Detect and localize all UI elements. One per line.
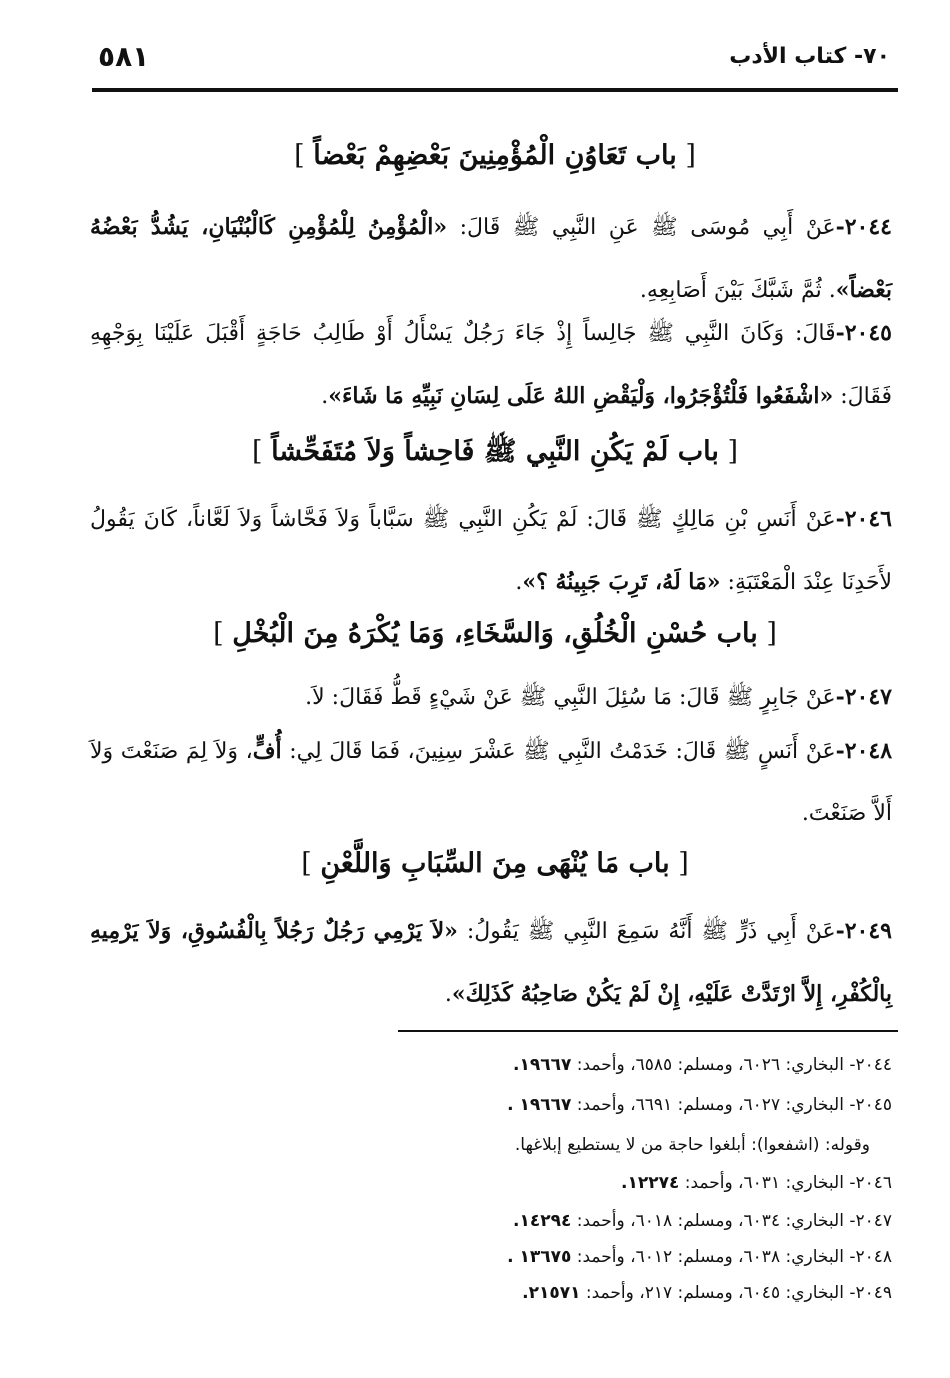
footnote-value: ١٤٢٩٤. — [512, 1211, 572, 1231]
section-heading-3: [ باب حُسْنِ الْخُلُقِ، وَالسَّخَاءِ، وَمَا يُكْرَهُ مِنَ الْبُخْلِ ] — [213, 618, 777, 649]
hadith-quote: «مَا لَهُ، تَرِبَ جَبِينُهُ ؟» — [522, 569, 721, 595]
footnote-text: البخاري: ٦٠٤٥، ومسلم: ٢١٧، وأحمد: — [585, 1283, 844, 1303]
page-number: ٥٨١ — [98, 40, 150, 73]
footnote-number: ٢٠٤٦- — [849, 1173, 892, 1193]
footnote-2045 — [300, 1094, 892, 1116]
hadith-number: ٢٠٤٥- — [835, 320, 892, 346]
footnote-2044 — [300, 1054, 892, 1076]
section-heading-text: باب تَعَاوُنِ الْمُؤْمِنِينَ بَعْضِهِمْ بَعْضاً — [313, 140, 677, 171]
hadith-text-end: . ثُمَّ شَبَّكَ بَيْنَ أَصَابِعِهِ. — [639, 278, 836, 303]
hadith-quote: أُفٍّ — [252, 738, 282, 764]
footnote-2049 — [300, 1282, 892, 1304]
page-header — [90, 36, 900, 86]
hadith-number: ٢٠٤٧- — [835, 684, 892, 710]
hadith-text: عَنْ أَبِي مُوسَى ﷺ عَنِ النَّبِي ﷺ قَالَ: — [447, 215, 836, 240]
hadith-number: ٢٠٤٦- — [835, 506, 892, 532]
hadith-quote: «الْمُؤْمِنُ لِلْمُؤْمِنِ كَالْبُنْيَانِ، يَشُدُّ بَعْضُهُ بَعْضاً» — [90, 214, 892, 303]
hadith-text: عَنْ أَنَسٍ ﷺ قَالَ: خَدَمْتُ النَّبِي ﷺ عَشْرَ سِنِينَ، فَمَا قَالَ لِي: — [281, 739, 836, 764]
hadith-text-end: . — [515, 570, 523, 595]
hadith-text-end: . — [321, 384, 329, 409]
chapter-title: ٧٠- كتاب الأدب — [729, 44, 890, 69]
hadith-text-end: . — [444, 982, 452, 1007]
section-heading-4: [ باب مَا يُنْهَى مِنَ السِّبَابِ وَاللَّعْنِ ] — [301, 848, 689, 879]
hadith-2046 — [90, 488, 892, 614]
footnote-note — [300, 1134, 870, 1156]
hadith-number: ٢٠٤٨- — [835, 738, 893, 764]
footnote-number: ٢٠٤٥- — [849, 1095, 892, 1115]
section-heading-text: باب مَا يُنْهَى مِنَ السِّبَابِ وَاللَّعْنِ — [320, 848, 670, 879]
hadith-2048 — [90, 720, 892, 845]
header-divider — [92, 88, 898, 92]
hadith-2049 — [90, 900, 892, 1026]
footnote-text: البخاري: ٦٠٢٦، ومسلم: ٦٥٨٥، وأحمد: — [576, 1055, 844, 1075]
hadith-2045 — [90, 302, 892, 428]
hadith-text: عَنْ أَبِي ذَرٍّ ﷺ أَنَّهُ سَمِعَ النَّبِي ﷺ يَقُولُ: — [457, 919, 836, 944]
footnote-text: البخاري: ٦٠٣١، وأحمد: — [684, 1173, 844, 1193]
footnote-number: ٢٠٤٤- — [849, 1055, 892, 1075]
hadith-quote: «لاَ يَرْمِي رَجُلٌ رَجُلاً بِالْفُسُوقِ، وَلاَ يَرْمِيهِ بِالْكُفْرِ، إِلاَّ ارْتَدَّتْ عَلَيْهِ، إِنْ لَمْ يَكُنْ صَاحِبُهُ كَذَلِكَ» — [90, 918, 892, 1007]
footnote-2047 — [300, 1210, 892, 1232]
footnote-number: ٢٠٤٧- — [849, 1211, 892, 1231]
footnote-value: ٢١٥٧١. — [522, 1283, 581, 1303]
footnote-text: البخاري: ٦٠٣٤، ومسلم: ٦٠١٨، وأحمد: — [576, 1211, 844, 1231]
section-heading-1: [ باب تَعَاوُنِ الْمُؤْمِنِينَ بَعْضِهِمْ بَعْضاً ] — [294, 140, 696, 171]
hadith-quote: «اشْفَعُوا فَلْتُؤْجَرُوا، وَلْيَقْضِ اللهُ عَلَى لِسَانِ نَبِيِّهِ مَا شَاءَ» — [328, 383, 834, 409]
footnote-2048 — [300, 1246, 892, 1268]
footnote-number: ٢٠٤٨- — [849, 1247, 892, 1267]
section-heading-text: باب لَمْ يَكُنِ النَّبِي ﷺ فَاحِشاً وَلاَ مُتَفَحِّشاً — [271, 436, 719, 467]
footnote-divider — [398, 1030, 898, 1032]
hadith-number: ٢٠٤٩- — [835, 918, 892, 944]
footnote-value: ١٣٦٧٥ . — [507, 1247, 572, 1267]
hadith-number: ٢٠٤٤- — [835, 214, 892, 240]
footnote-value: ١٩٦٦٧ . — [507, 1095, 572, 1115]
footnote-text: البخاري: ٦٠٣٨، ومسلم: ٦٠١٢، وأحمد: — [576, 1247, 844, 1267]
section-heading-2: [ باب لَمْ يَكُنِ النَّبِي ﷺ فَاحِشاً وَلاَ مُتَفَحِّشاً ] — [251, 436, 739, 467]
footnote-text: البخاري: ٦٠٢٧، ومسلم: ٦٦٩١، وأحمد: — [576, 1095, 844, 1115]
footnote-value: ١٢٢٧٤. — [620, 1173, 680, 1193]
footnote-2046 — [300, 1172, 892, 1194]
hadith-text: عَنْ جَابِرٍ ﷺ قَالَ: مَا سُئِلَ النَّبِي ﷺ عَنْ شَيْءٍ قَطُّ فَقَالَ: لاَ. — [305, 685, 836, 710]
hadith-text-end: ، وَلاَ لِمَ صَنَعْتَ وَلاَ أَلاَّ صَنَعْتَ. — [90, 739, 892, 826]
hadith-text: عَنْ أَنَسِ بْنِ مَالِكٍ ﷺ قَالَ: لَمْ يَكُنِ النَّبِي ﷺ سَبَّاباً وَلاَ فَحَّاشاً وَلاَ لَعَّاناً، كَانَ يَقُولُ لأَحَدِنَا عِنْدَ الْمَعْتَبَةِ: — [90, 507, 892, 595]
section-heading-text: باب حُسْنِ الْخُلُقِ، وَالسَّخَاءِ، وَمَا يُكْرَهُ مِنَ الْبُخْلِ — [232, 618, 758, 649]
hadith-text: قَالَ: وَكَانَ النَّبِي ﷺ جَالِساً إِذْ جَاءَ رَجُلٌ يَسْأَلُ أَوْ طَالِبُ حَاجَةٍ أَقْبَلَ عَلَيْنَا بِوَجْهِهِ فَقَالَ: — [90, 321, 892, 409]
footnote-value: ١٩٦٦٧. — [512, 1055, 572, 1075]
footnote-text: وقوله: (اشفعوا): أبلغوا حاجة من لا يستطيع إبلاغها. — [514, 1135, 870, 1155]
footnote-number: ٢٠٤٩- — [849, 1283, 892, 1303]
